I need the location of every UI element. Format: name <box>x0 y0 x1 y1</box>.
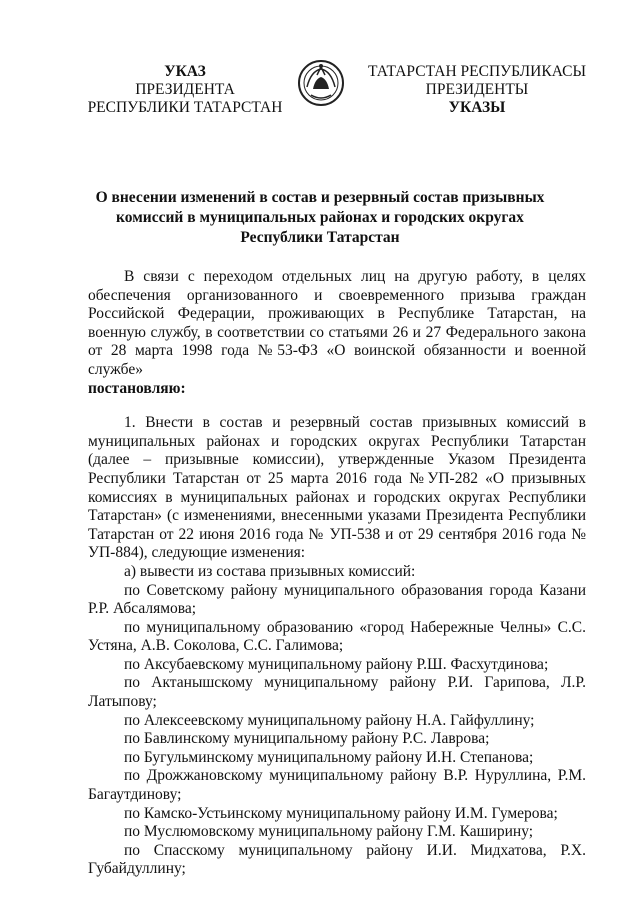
entry-bugulminsky: по Бугульминскому муниципальному району И.Н. Степанова; <box>124 748 534 766</box>
document-body <box>88 268 586 879</box>
emblem-svg <box>297 57 345 109</box>
tatarstan-emblem-icon <box>297 57 345 109</box>
header-right-line-3: УКАЗЫ <box>448 99 506 116</box>
header-left-line-2: ПРЕЗИДЕНТА <box>135 81 235 98</box>
preamble-text: В связи с переходом отдельных лиц на другую работу, в целях обеспечения организованного и своевременного призыва граждан Российской Федерации, проживающих в Республике Татарстан, на военную службу, в соответствии со статьями 26 и 27 Федерального закона от 28 марта 1998 года №53-ФЗ «О воинской обязанности и военной службе» <box>88 268 586 378</box>
header-left-russian <box>70 63 300 117</box>
entry-drozhzhanovsky: по Дрожжановскому муниципальному району В.Р. Нуруллина, Р.М. Багаутдинову; <box>88 767 586 804</box>
header-left-line-3: РЕСПУБЛИКИ ТАТАРСТАН <box>87 99 283 116</box>
title-line-3: Республики Татарстан <box>240 229 400 246</box>
header-right-line-1: ТАТАРСТАН РЕСПУБЛИКАСЫ <box>368 63 586 80</box>
header-right-tatar <box>364 63 590 117</box>
entry-aktanyshsky: по Актанышскому муниципальному району Р.И. Гарипова, Л.Р. Латыпову; <box>88 674 586 711</box>
document-header <box>0 55 640 125</box>
item-1-paragraph: 1. Внести в состав и резервный состав призывных комиссий в муниципальных районах и городских округах Республики Татарстан (далее – призывные комиссии), утвержденные Указом Президента Республики Татарстан от 25 марта 2016 года №УП-282 «О призывных комиссиях в муниципальных районах и городских округах Республики Татарстан» (с изменениями, внесенными указами Президента Республики Татарстан от 22 июня 2016 года № УП-538 и от 29 сентября 2016 года № УП-884), следующие изменения: <box>88 414 586 562</box>
title-line-1: О внесении изменений в состав и резервный состав призывных <box>95 189 545 206</box>
entry-spassky: по Спасскому муниципальному району И.И. Мидхатова, Р.Х. Губайдуллину; <box>88 841 586 878</box>
decree-word: постановляю: <box>88 379 186 397</box>
subitem-a: а) вывести из состава призывных комиссий: <box>124 562 416 580</box>
title-line-2: комиссий в муниципальных районах и городских округах <box>116 209 524 226</box>
document-title <box>80 188 560 248</box>
preamble-paragraph <box>88 268 586 398</box>
entry-aksubaevsky: по Аксубаевскому муниципальному району Р.Ш. Фасхутдинова; <box>124 655 549 673</box>
entry-sovetsky: по Советскому району муниципального образования города Казани Р.Р. Абсалямова; <box>88 581 586 618</box>
header-left-line-1: УКАЗ <box>164 63 206 80</box>
header-right-line-2: ПРЕЗИДЕНТЫ <box>425 81 529 98</box>
entry-muslyumovsky: по Муслюмовскому муниципальному району Г.М. Каширину; <box>124 823 534 841</box>
entry-kamsko-ustinsky: по Камско-Устьинскому муниципальному району И.М. Гумерова; <box>124 804 558 822</box>
entry-bavlinsky: по Бавлинскому муниципальному району Р.С. Лаврова; <box>124 730 490 748</box>
entry-naberezhnye-chelny: по муниципальному образованию «город Набережные Челны» С.С. Устяна, А.В. Соколова, С.С. Галимова; <box>88 618 586 655</box>
entry-alekseevsky: по Алексеевскому муниципальному району Н.А. Гайфуллину; <box>124 711 535 729</box>
